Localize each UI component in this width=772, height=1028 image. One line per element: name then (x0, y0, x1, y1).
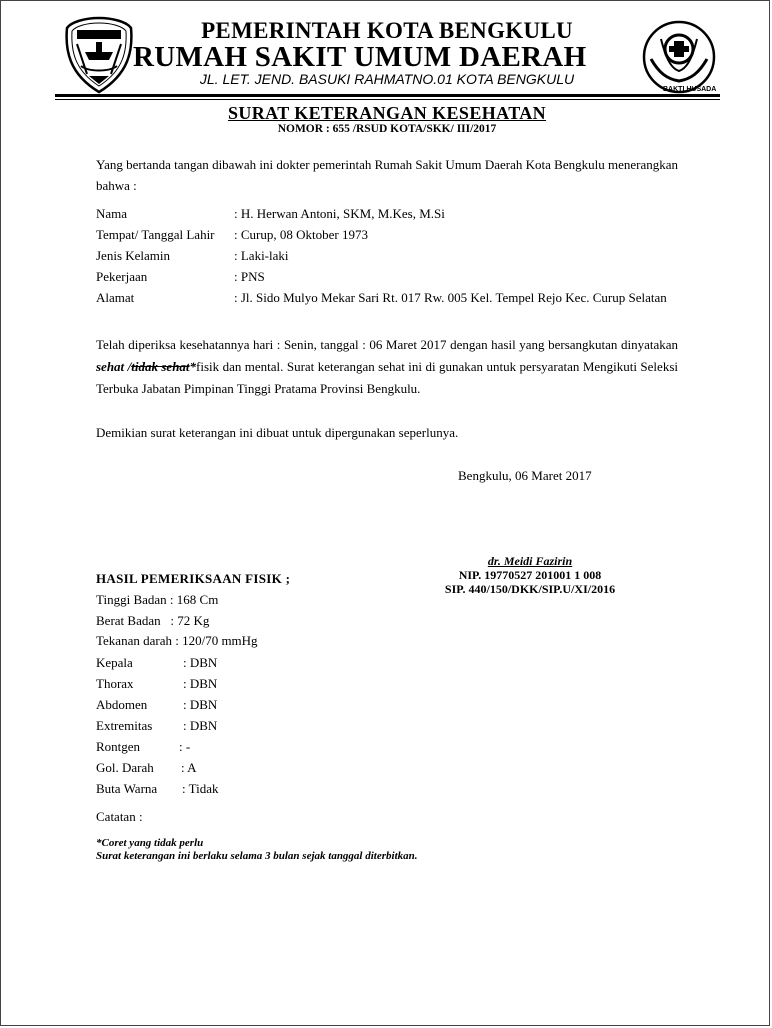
document-title: SURAT KETERANGAN KESEHATAN (227, 103, 547, 123)
exam-label: Kepala (96, 655, 133, 670)
field-label: Alamat (96, 290, 135, 305)
exam-row (96, 760, 197, 776)
exam-label: Berat Badan (96, 613, 161, 628)
exam-label: Tinggi Badan (96, 592, 167, 607)
exam-value: : DBN (183, 718, 218, 733)
exam-value: : 168 Cm (169, 592, 219, 607)
exam-row (96, 697, 217, 713)
result-text-end: fisik dan mental. Surat keterangan sehat ini di gunakan untuk persyaratan Mengikuti Seleksi Terbuka Jabatan Pimpinan Tinggi Pratama Provinsi Bengkulu. (96, 359, 678, 396)
header-divider-thick (55, 94, 720, 97)
intro-paragraph: Yang bertanda tangan dibawah ini dokter pemerintah Rumah Sakit Umum Daerah Kota Bengkulu menerangkan bahwa : (96, 157, 678, 193)
doctor-name: dr. Meidi Fazirin (487, 554, 573, 568)
field-label: Nama (96, 206, 128, 221)
exam-value: : DBN (183, 697, 218, 712)
exam-label: Rontgen (96, 739, 141, 754)
exam-row (96, 739, 190, 755)
exam-value: : 72 Kg (170, 613, 210, 628)
header-divider-thin (55, 99, 720, 100)
exam-row (96, 676, 217, 692)
exam-value: : 120/70 mmHg (175, 633, 258, 648)
exam-label: Buta Warna (96, 781, 158, 796)
exam-row (96, 613, 209, 629)
field-label: Pekerjaan (96, 269, 148, 284)
field-value: : H. Herwan Antoni, SKM, M.Kes, M.Si (234, 206, 445, 221)
footnote-validity: Surat keterangan ini berlaku selama 3 bulan sejak tanggal diterbitkan. (96, 850, 418, 862)
exam-row (96, 809, 143, 825)
footnotes (96, 837, 418, 863)
exam-row (96, 781, 219, 797)
field-nama (96, 203, 445, 224)
exam-value: : DBN (183, 655, 218, 670)
bakti-husada-text: BAKTI HUSADA (663, 86, 717, 93)
field-value: : PNS (234, 269, 265, 284)
field-jenis-kelamin (96, 245, 289, 266)
doctor-sip: SIP. 440/150/DKK/SIP.U/XI/2016 (444, 582, 616, 596)
exam-row (96, 592, 218, 608)
header-hospital: RUMAH SAKIT UMUM DAERAH (133, 41, 587, 73)
field-ttl (96, 224, 368, 245)
exam-value: : - (179, 739, 191, 754)
place-date: Bengkulu, 06 Maret 2017 (458, 468, 592, 483)
exam-label: Gol. Darah (96, 760, 154, 775)
sehat-option: sehat / (96, 359, 132, 374)
tidak-sehat-option: tidak sehat (131, 359, 190, 374)
closing-paragraph: Demikian surat keterangan ini dibuat untuk dipergunakan seperlunya. (96, 425, 459, 440)
field-pekerjaan (96, 266, 265, 287)
header-government: PEMERINTAH KOTA BENGKULU (201, 18, 573, 43)
result-paragraph (96, 334, 678, 400)
exam-label: Extremitas (96, 718, 153, 733)
document-number: NOMOR : 655 /RSUD KOTA/SKK/ III/2017 (277, 123, 497, 135)
footnote-star: * (189, 359, 197, 374)
exam-row (96, 718, 217, 734)
field-label: Tempat/ Tanggal Lahir (96, 227, 215, 242)
footnote-strike: *Coret yang tidak perlu (96, 837, 204, 849)
field-value: : Laki-laki (234, 248, 289, 263)
doctor-nip: NIP. 19770527 201001 1 008 (458, 568, 602, 582)
exam-label: Thorax (96, 676, 134, 691)
exam-row (96, 633, 258, 649)
field-value: : Jl. Sido Mulyo Mekar Sari Rt. 017 Rw. 005 Kel. Tempel Rejo Kec. Curup Selatan (234, 290, 667, 305)
exam-label: Tekanan darah (96, 633, 172, 648)
exam-label: Abdomen (96, 697, 148, 712)
field-value: : Curup, 08 Oktober 1973 (234, 227, 368, 242)
field-alamat (96, 287, 678, 308)
exam-value: : A (181, 760, 197, 775)
exam-value: : (138, 809, 143, 824)
header-address: JL. LET. JEND. BASUKI RAHMATNO.01 KOTA BENGKULU (199, 71, 575, 87)
exam-row (96, 655, 217, 671)
exam-value: : DBN (183, 676, 218, 691)
exam-title: HASIL PEMERIKSAAN FISIK ; (96, 571, 291, 586)
exam-value: : Tidak (182, 781, 219, 796)
exam-label: Catatan (96, 809, 136, 824)
result-text-start: Telah diperiksa kesehatannya hari : Senin, tanggal : 06 Maret 2017 dengan hasil yang bersangkutan dinyatakan (96, 337, 678, 352)
field-label: Jenis Kelamin (96, 248, 171, 263)
